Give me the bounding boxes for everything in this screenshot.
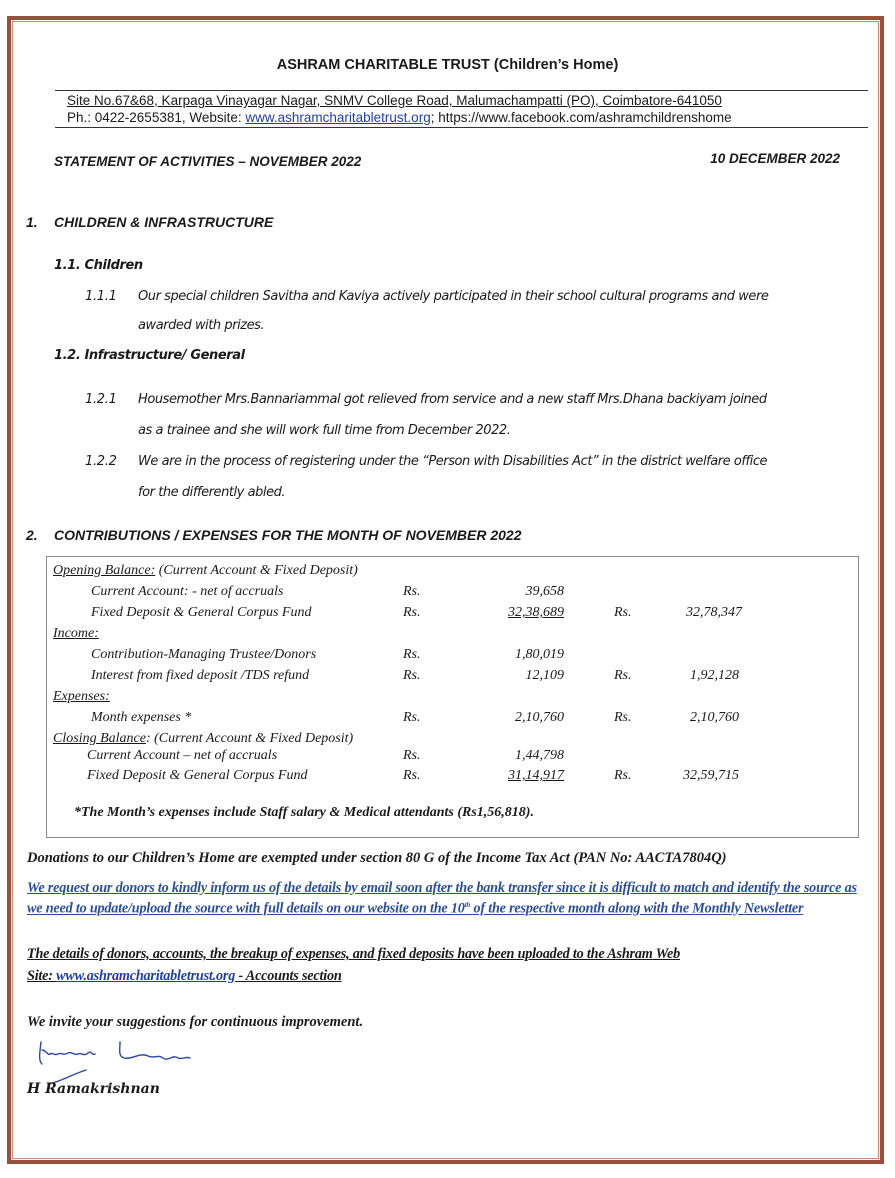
separator: ; (430, 110, 435, 125)
item-text-cont: for the differently abled. (138, 485, 286, 500)
item-text: We are in the process of registering under the “Person with Disabilities Act” in the district welfare office (138, 454, 768, 469)
row-currency: Rs. (403, 768, 421, 783)
section-2-title: CONTRIBUTIONS / EXPENSES FOR THE MONTH OF NOVEMBER 2022 (54, 527, 522, 543)
superscript: th (464, 901, 471, 909)
section-1-title: CHILDREN & INFRASTRUCTURE (54, 214, 274, 230)
item-number: 1.2.2 (85, 454, 117, 469)
details-site-line (27, 968, 342, 985)
statement-title: STATEMENT OF ACTIVITIES – NOVEMBER 2022 (54, 154, 362, 169)
opening-balance-heading (53, 563, 358, 579)
org-title: ASHRAM CHARITABLE TRUST (Children’s Home) (276, 57, 619, 73)
opening-balance-note: (Current Account & Fixed Deposit) (155, 563, 358, 578)
row-currency: Rs. (403, 605, 421, 620)
section-1-number: 1. (26, 214, 38, 230)
website-link[interactable]: www.ashramcharitabletrust.org (245, 110, 431, 125)
row-total: 1,92,128 (690, 668, 739, 683)
row-total-currency: Rs. (614, 668, 632, 683)
item-text-cont: awarded with prizes. (138, 318, 265, 333)
subsection-1-1-title: 1.1. Children (54, 258, 143, 273)
item-text: Housemother Mrs.Bannariammal got relieved from service and a new staff Mrs.Dhana backiyam joined (138, 392, 767, 407)
row-currency: Rs. (403, 647, 421, 662)
row-currency: Rs. (403, 584, 421, 599)
contact-line (67, 110, 732, 125)
closing-balance-note: : (Current Account & Fixed Deposit) (145, 731, 354, 746)
item-number: 1.1.1 (85, 289, 117, 304)
header-rule-bottom (55, 127, 868, 128)
row-label: Month expenses * (91, 710, 192, 725)
row-total-currency: Rs. (614, 768, 632, 783)
row-label: Contribution-Managing Trustee/Donors (91, 647, 317, 662)
income-heading: Income: (53, 626, 99, 641)
accounts-section-text: - Accounts section (235, 968, 342, 984)
row-amount: 12,109 (525, 668, 564, 683)
address-line: Site No.67&68, Karpaga Vinayagar Nagar, SNMV College Road, Malumachampatti (PO), Coimbatore-641050 (67, 93, 722, 108)
section-2-number: 2. (26, 527, 38, 543)
row-total: 32,78,347 (686, 605, 742, 620)
row-currency: Rs. (403, 668, 421, 683)
row-amount: 1,80,019 (515, 647, 564, 662)
row-total-currency: Rs. (614, 710, 632, 725)
statement-date: 10 DECEMBER 2022 (710, 151, 840, 166)
row-amount: 31,14,917 (508, 768, 564, 783)
table-footnote: *The Month’s expenses include Staff salary & Medical attendants (Rs1,56,818). (74, 805, 534, 820)
row-label: Fixed Deposit & General Corpus Fund (87, 768, 308, 783)
row-amount: 1,44,798 (515, 748, 564, 763)
invite-note: We invite your suggestions for continuous improvement. (27, 1014, 364, 1030)
site-label: Site: (27, 968, 57, 984)
signatory-name: H Ramakrishnan (27, 1081, 160, 1097)
request-text-cont: of the respective month along with the Monthly Newsletter (470, 900, 804, 917)
item-text-cont: as a trainee and she will work full time from December 2022. (138, 423, 511, 438)
row-label: Fixed Deposit & General Corpus Fund (91, 605, 312, 620)
row-label: Current Account – net of accruals (87, 748, 278, 763)
row-total-currency: Rs. (614, 605, 632, 620)
subsection-1-2-title: 1.2. Infrastructure/ General (54, 348, 245, 363)
row-total: 2,10,760 (690, 710, 739, 725)
header-rule-top (55, 90, 868, 91)
request-text: We request our donors to kindly inform us of the details by email soon after the bank transfer since it is difficult to match and identify the source as we need to update/upload the source with full details on our website on the 10 (27, 880, 857, 917)
closing-balance-heading (53, 731, 353, 747)
row-amount: 32,38,689 (508, 605, 564, 620)
row-total: 32,59,715 (683, 768, 739, 783)
facebook-link[interactable]: https://www.facebook.com/ashramchildrenshome (434, 110, 732, 125)
donor-request-note (27, 880, 867, 918)
phone-text: Ph.: 0422-2655381, Website: (67, 110, 246, 125)
opening-balance-label: Opening Balance: (53, 563, 156, 578)
row-label: Interest from fixed deposit /TDS refund (91, 668, 310, 683)
expenses-heading: Expenses: (53, 689, 110, 704)
row-amount: 39,658 (525, 584, 564, 599)
details-note: The details of donors, accounts, the breakup of expenses, and fixed deposits have been uploaded to the Ashram Web (27, 946, 681, 962)
row-currency: Rs. (403, 710, 421, 725)
row-amount: 2,10,760 (515, 710, 564, 725)
accounts-website-link[interactable]: www.ashramcharitabletrust.org (56, 968, 236, 984)
row-currency: Rs. (403, 748, 421, 763)
item-text: Our special children Savitha and Kaviya actively participated in their school cultural programs and were (138, 289, 769, 304)
row-label: Current Account: - net of accruals (91, 584, 284, 599)
tax-exemption-note: Donations to our Children’s Home are exempted under section 80 G of the Income Tax Act (PAN No: AACTA7804Q) (27, 850, 727, 866)
item-number: 1.2.1 (85, 392, 117, 407)
closing-balance-label: Closing Balance (53, 731, 146, 746)
